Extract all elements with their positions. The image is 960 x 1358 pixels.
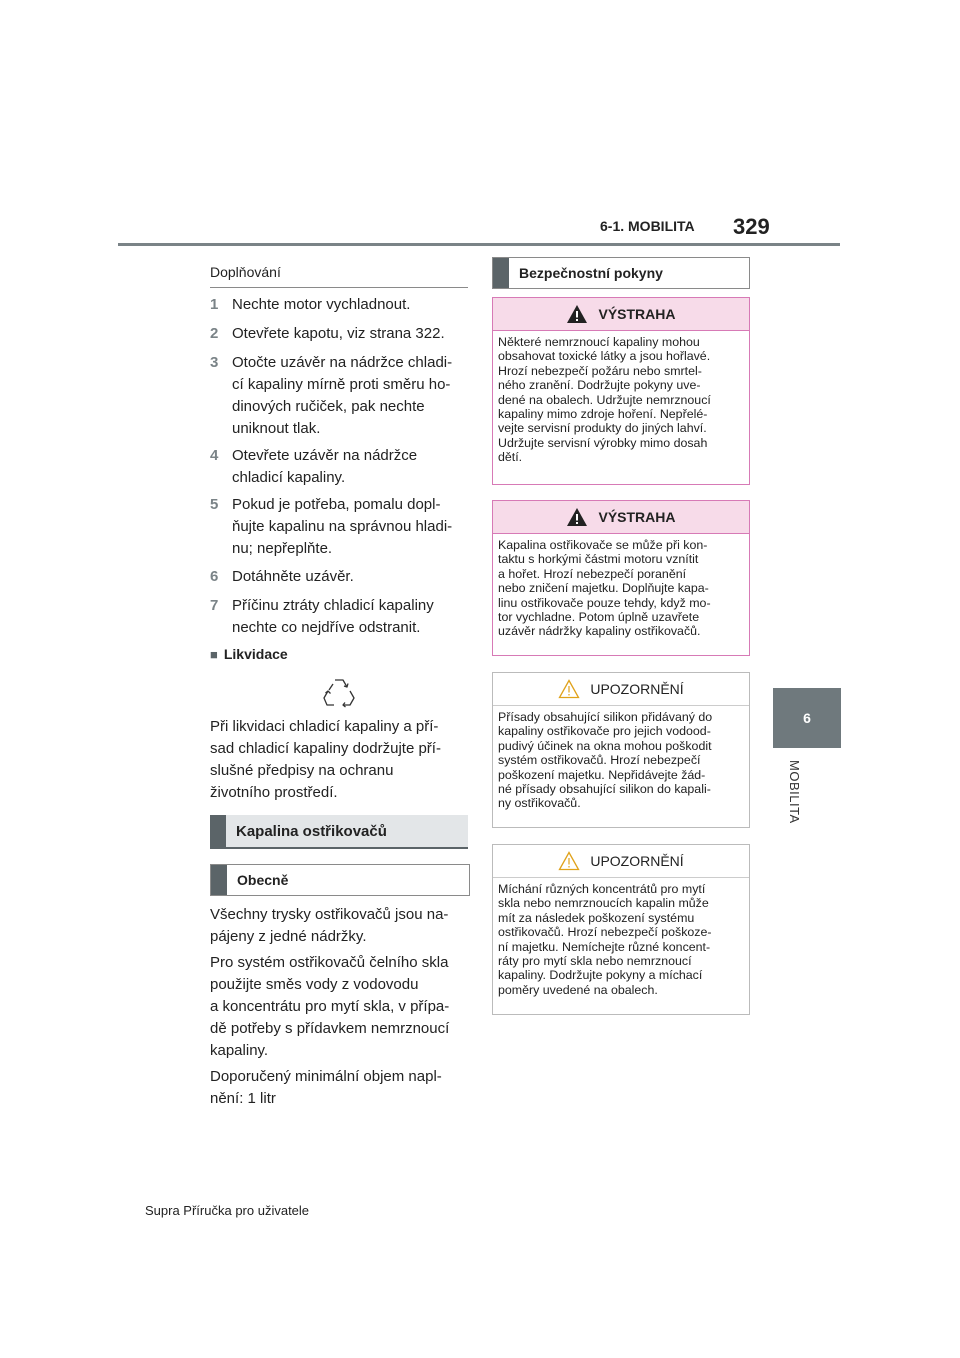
warning-box [492,500,750,656]
step-line: chladicí kapaliny. [232,469,346,486]
text-line: a koncentrátu pro mytí skla, v přípa- [210,998,450,1015]
caution-header [493,845,749,878]
step-number: 1 [210,296,219,313]
step-line: uniknout tlak. [232,420,321,437]
chapter-tab: 6 [773,688,841,748]
step-line: Pokud je potřeba, pomalu dopl- [232,496,441,513]
step-line: Otevřete kapotu, viz strana 322. [232,325,445,342]
text-line: Doporučený minimální objem napl- [210,1068,442,1085]
step-4 [210,445,472,489]
step-number: 5 [210,496,219,513]
step-1 [210,294,472,316]
caution-icon [558,679,580,699]
step-line: cí kapaliny mírně proti směru ho- [232,376,451,393]
footer-text: Supra Příručka pro uživatele [145,1203,310,1218]
notice-line: né přísady obsahující silikon do kapali- [498,782,711,797]
warning-icon [566,304,588,324]
general-paragraph-3 [210,1066,472,1110]
square-bullet-icon: ■ [210,647,218,662]
notice-line: ráty pro mytí skla nebo nemrznoucí [498,954,692,969]
step-number: 7 [210,597,219,614]
heading-washer-fluid [210,815,468,849]
step-line: Otevřete uzávěr na nádržce [232,447,418,464]
notice-line: pudivý účinek na okna mohou poškodit [498,738,712,753]
notice-line: poměry uvedené na obalech. [498,982,658,997]
step-number: 3 [210,354,219,371]
recycle-icon [321,674,357,710]
notice-line: taktu s horkými částmi motoru vznítit [498,552,699,567]
chapter-label-text: MOBILITA [787,760,802,824]
notice-line: poškození majetku. Nepřidávejte žád- [498,767,706,782]
notice-line: skla nebo nemrznoucích kapalin může [498,896,709,911]
notice-line: tor vychladne. Potom úplně uzavřete [498,610,700,625]
step-7 [210,595,472,639]
notice-line: nebo zničení majetku. Doplňujte kapa- [498,581,709,596]
notice-line: kapaliny. Dodržujte pokyny a míchací [498,968,703,983]
notice-line: a hořet. Hrozí nebezpečí poranění [498,566,687,581]
section-title: 6-1. MOBILITA [600,218,695,234]
notice-line: Kapalina ostřikovače se může při kon- [498,538,708,552]
caution-box [492,672,750,828]
caution-icon [558,851,580,871]
chapter-label [780,760,810,840]
notice-line: ny ostřikovačů. [498,796,581,811]
notice-line: vejte servisní produkty do jiných lahví. [498,421,707,436]
notice-line: mít za následek poškození systému [498,910,695,925]
text-line: Všechny trysky ostřikovačů jsou na- [210,906,449,923]
step-line: dinových ručiček, pak nechte [232,398,425,415]
text-line: sad chladicí kapaliny dodržujte pří- [210,740,441,757]
heading-refill [210,257,468,288]
heading-general-text: Obecně [237,872,289,888]
notice-line: linu ostřikovače pouze tehdy, když mo- [498,595,711,610]
step-line: Nechte motor vychladnout. [232,296,411,313]
text-line: Při likvidaci chladicí kapaliny a pří- [210,718,439,735]
notice-line: ného zranění. Dodržujte pokyny uve- [498,378,701,393]
heading-marker [493,258,509,288]
heading-marker [210,815,226,847]
notice-line: Hrozí nebezpečí požáru nebo smrtel- [498,363,702,378]
heading-washer-fluid-text: Kapalina ostřikovačů [236,822,387,840]
text-line: použijte směs vody z vodovodu [210,976,419,993]
step-6 [210,566,472,588]
text-line: kapaliny. [210,1042,269,1059]
warning-icon [566,507,588,527]
step-5 [210,494,472,560]
text-line: nění: 1 litr [210,1090,276,1107]
step-2 [210,323,472,345]
step-line: Příčinu ztráty chladicí kapaliny [232,597,434,614]
step-line: Otočte uzávěr na nádržce chladi- [232,354,453,371]
text-line: dě potřeby s přídavkem nemrznoucí [210,1020,450,1037]
subhead-disposal-text: Likvidace [223,646,288,662]
heading-refill-text: Doplňování [210,264,281,280]
step-line: nechte co nejdříve odstranit. [232,619,421,636]
notice-line: dětí. [498,450,523,465]
heading-marker [211,865,227,895]
notice-line: Udržujte servisní výrobky mimo dosah [498,435,708,450]
step-number: 2 [210,325,219,342]
text-line: pájeny z jedné nádržky. [210,928,367,945]
heading-safety [492,257,750,289]
notice-line: Některé nemrznoucí kapaliny mohou [498,335,700,349]
step-line: nu; nepřeplňte. [232,540,333,557]
warning-box [492,297,750,485]
caution-box [492,844,750,1015]
step-3 [210,352,472,440]
notice-line: kapaliny mimo zdroje hoření. Nepřelé- [498,407,708,422]
step-line: Dotáhněte uzávěr. [232,568,354,585]
warning-header [493,501,749,534]
notice-line: systém ostřikovačů. Hrozí nebezpečí [498,753,701,768]
page-number: 329 [733,214,770,239]
general-paragraph-1 [210,904,472,948]
warning-header [493,298,749,331]
notice-line: dené na obalech. Udržujte nemrznoucí [498,392,711,407]
step-number: 6 [210,568,219,585]
step-line: ňujte kapalinu na správnou hladi- [232,518,453,535]
notice-line: obsahovat toxické látky a jsou hořlavé. [498,349,711,364]
notice-line: Míchání různých koncentrátů pro mytí [498,882,706,896]
notice-line: uzávěr nádržky kapaliny ostřikovačů. [498,624,701,639]
warning-title: VÝSTRAHA [598,306,676,322]
subhead-disposal [210,646,288,662]
heading-safety-text: Bezpečnostní pokyny [519,265,663,281]
heading-general [210,864,470,896]
step-number: 4 [210,447,219,464]
text-line: slušné předpisy na ochranu [210,762,394,779]
caution-header [493,673,749,706]
notice-line: ostřikovačů. Hrozí nebezpečí poškoze- [498,925,712,940]
disposal-paragraph [210,716,472,804]
notice-line: ní majetku. Nemíchejte různé koncent- [498,939,711,954]
general-paragraph-2 [210,952,472,1062]
notice-line: Přísady obsahující silikon přidávaný do [498,710,713,724]
header-rule [118,243,840,246]
caution-title: UPOZORNĚNÍ [590,853,684,869]
caution-title: UPOZORNĚNÍ [590,681,684,697]
warning-title: VÝSTRAHA [598,509,676,525]
text-line: životního prostředí. [210,784,338,801]
text-line: Pro systém ostřikovačů čelního skla [210,954,449,971]
notice-line: kapaliny ostřikovače pro jejich vodood- [498,724,711,739]
